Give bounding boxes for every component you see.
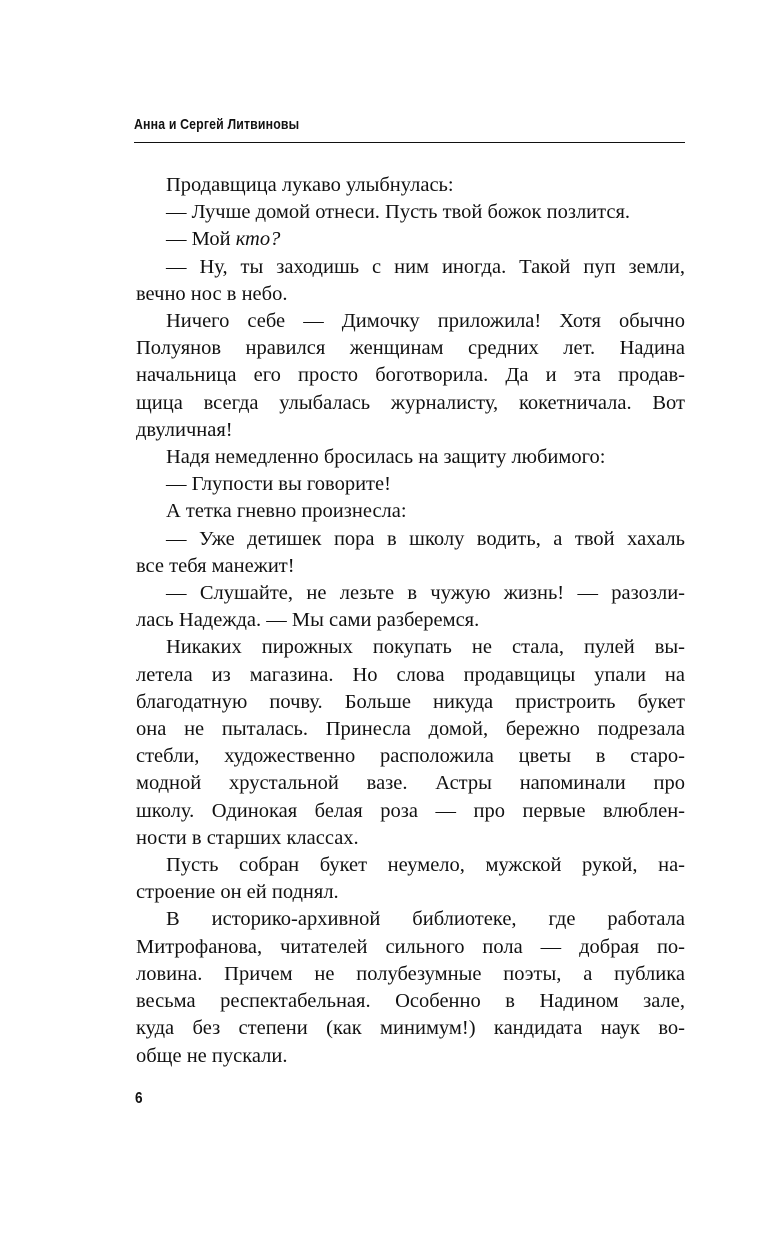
text-line-content: — Мой	[166, 228, 236, 251]
text-line-content: — Слушайте, не лезьте в чужую жизнь! — разозли-	[166, 582, 685, 605]
text-line-content: вечно нос в небо.	[136, 282, 288, 305]
text-line-content: она не пыталась. Принесла домой, бережно подрезала	[136, 718, 685, 741]
text-line	[136, 281, 685, 308]
text-line	[136, 1015, 685, 1042]
text-line	[136, 471, 685, 498]
text-line-content: Никаких пирожных покупать не стала, пулей вы-	[166, 636, 685, 659]
text-line	[136, 498, 685, 525]
text-line	[136, 662, 685, 689]
text-line-content: модной хрустальной вазе. Астры напоминали про	[136, 772, 685, 795]
text-line	[136, 743, 685, 770]
text-line	[136, 906, 685, 933]
text-line-content: лась Надежда. — Мы сами разберемся.	[136, 609, 480, 632]
text-line	[136, 417, 685, 444]
text-line-content: — Глупости вы говорите!	[166, 473, 391, 496]
text-line	[136, 172, 685, 199]
text-line	[136, 580, 685, 607]
text-line-content: начальница его просто боготворила. Да и эта продав-	[136, 364, 685, 387]
text-line-content: щица всегда улыбалась журналисту, кокетничала. Вот	[136, 391, 685, 414]
running-head: Анна и Сергей Литвиновы	[134, 116, 300, 133]
text-line	[136, 934, 685, 961]
text-line-content: Полуянов нравился женщинам средних лет. Надина	[136, 337, 685, 360]
text-line-content: обще не пускали.	[136, 1044, 288, 1067]
text-line-content: — Лучше домой отнеси. Пусть твой божок позлится.	[166, 201, 631, 224]
text-line-content: — Уже детишек пора в школу водить, а твой хахаль	[166, 527, 685, 550]
text-line-content: школу. Одинокая белая роза — про первые влюблен-	[136, 799, 685, 822]
text-line	[136, 335, 685, 362]
text-line-content: Ничего себе — Димочку приложила! Хотя обычно	[166, 310, 685, 333]
page-number: 6	[135, 1090, 143, 1107]
text-line	[136, 716, 685, 743]
text-line	[136, 444, 685, 471]
text-line-content: весьма респектабельная. Особенно в Надином зале,	[136, 990, 685, 1013]
text-line	[136, 199, 685, 226]
text-line	[136, 607, 685, 634]
text-line	[136, 825, 685, 852]
text-line	[136, 526, 685, 553]
text-line-content: ловина. Причем не полубезумные поэты, а публика	[136, 962, 685, 985]
text-line	[136, 226, 685, 253]
text-line-content: строение он ей поднял.	[136, 881, 339, 904]
text-line-content: В историко-архивной библиотеке, где работала	[166, 908, 685, 931]
text-line-content: двуличная!	[136, 418, 233, 441]
text-line	[136, 308, 685, 335]
text-line	[136, 390, 685, 417]
text-line-content: Пусть собран букет неумело, мужской рукой, на-	[166, 854, 685, 877]
text-line	[136, 988, 685, 1015]
text-line-content: куда без степени (как минимум!) кандидата наук во-	[136, 1017, 685, 1040]
text-line	[136, 689, 685, 716]
italic-text: кто?	[235, 228, 281, 251]
text-line-content: все тебя манежит!	[136, 554, 295, 577]
text-line-content: — Ну, ты заходишь с ним иногда. Такой пуп земли,	[166, 255, 685, 278]
text-line-content: Продавщица лукаво улыбнулась:	[166, 174, 454, 196]
text-line-content: благодатную почву. Больше никуда пристроить букет	[136, 690, 685, 713]
text-line	[136, 852, 685, 879]
text-line	[136, 879, 685, 906]
text-line-content: А тетка гневно произнесла:	[166, 500, 407, 523]
text-line	[136, 798, 685, 825]
text-line	[136, 254, 685, 281]
text-line-content: стебли, художественно расположила цветы в старо-	[136, 745, 685, 768]
text-line	[136, 1043, 685, 1070]
text-line-content: Надя немедленно бросилась на защиту любимого:	[166, 446, 606, 469]
text-line	[136, 362, 685, 389]
text-line	[136, 634, 685, 661]
text-line-content: летела из магазина. Но слова продавщицы упали на	[136, 663, 685, 686]
text-line	[136, 770, 685, 797]
body-text	[136, 172, 685, 1070]
header-rule	[134, 142, 685, 143]
text-line-content: ности в старших классах.	[136, 826, 359, 849]
text-line	[136, 553, 685, 580]
text-line-content: Митрофанова, читателей сильного пола — добрая по-	[136, 935, 685, 958]
text-line	[136, 961, 685, 988]
